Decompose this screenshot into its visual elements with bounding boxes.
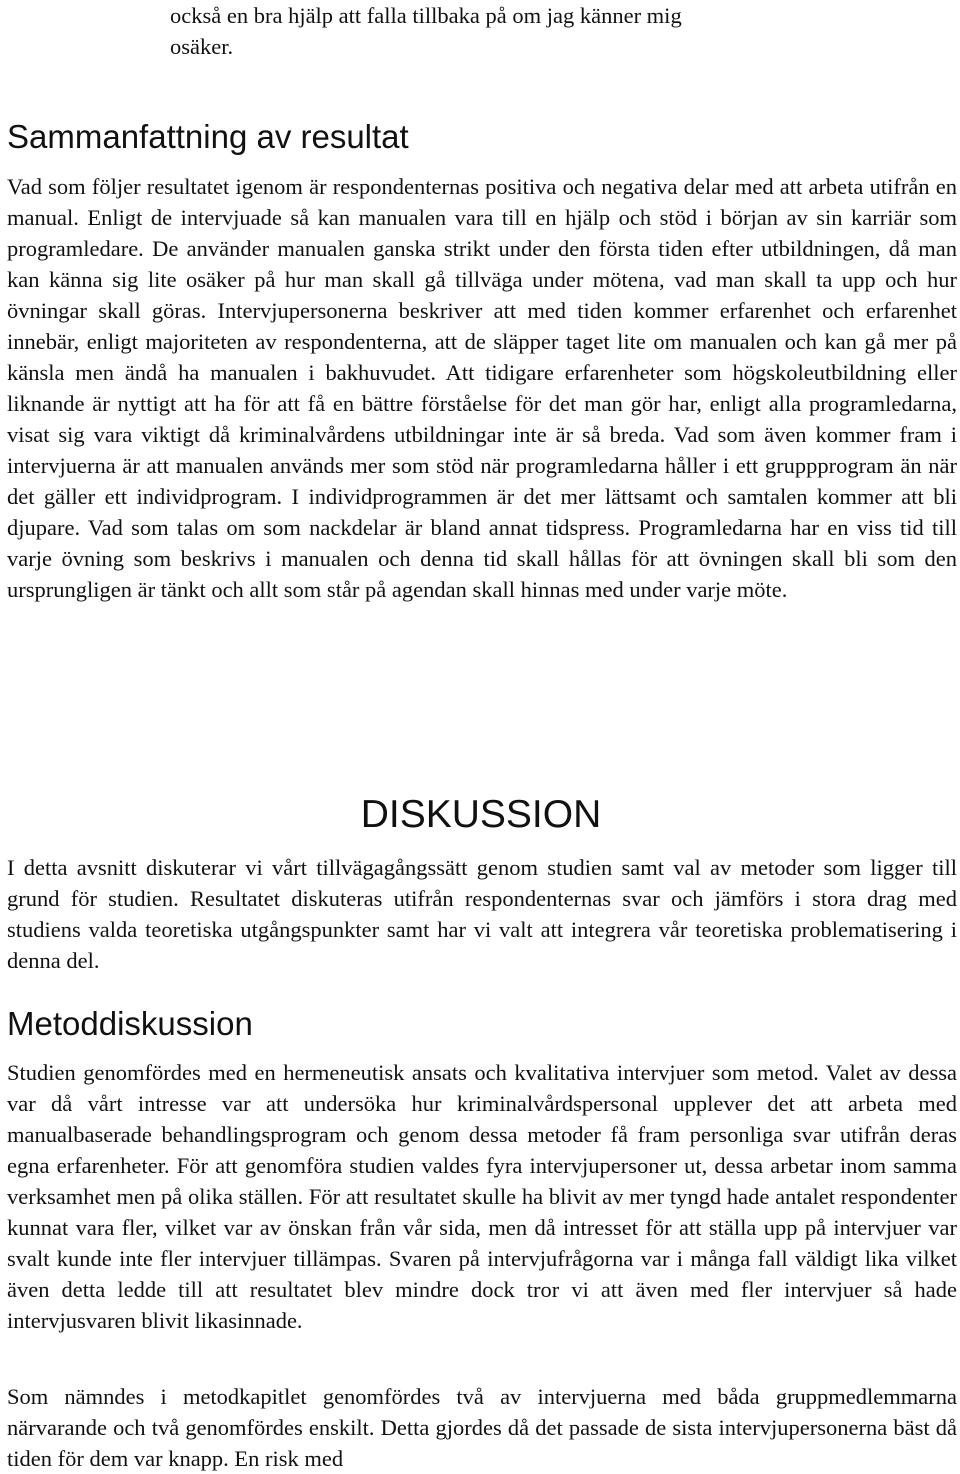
method-paragraph-1: Studien genomfördes med en hermeneutisk ansats och kvalitativa intervjuer som metod. Valet av dessa var då vårt intresse var att undersöka hur kriminalvårdspersonal upplever det att arbeta med manualbaserade behandlingsprogram och genom dessa metoder få fram personliga svar utifrån deras egna erfarenheter. För att genomföra studien valdes fyra intervjupersoner ut, dessa arbetar inom samma verksamhet men på olika ställen. För att resultatet skulle ha blivit av mer tyngd hade antalet respondenter kunnat vara fler, vilket var av önskan från vår sida, men då intresset för att ställa upp på intervjuer var svalt kunde inte fler intervjuer tillämpas. Svaren på intervjufrågorna var i många fall väldigt lika vilket även detta ledde till att resultatet blev mindre dock tror vi att även med fler intervjuer så hade intervjusvaren blivit likasinnade.	[7, 1060, 957, 1333]
discussion-paragraph: I detta avsnitt diskuterar vi vårt tillvägagångssätt genom studien samt val av metoder som ligger till grund för studien. Resultatet diskuteras utifrån respondenternas svar och jämförs i stora drag med studiens valda teoretiska utgångspunkter samt har vi valt att integrera vår teoretiska problematisering i denna del.	[7, 855, 957, 973]
method-heading: Metoddiskussion	[7, 1005, 253, 1042]
continuation-text: också en bra hjälp att falla tillbaka på om jag känner mig osäker.	[170, 3, 682, 59]
summary-heading: Sammanfattning av resultat	[7, 118, 409, 155]
method-paragraph-2: Som nämndes i metodkapitlet genomfördes två av intervjuerna med båda gruppmedlemmarna närvarande och två genomfördes enskilt. Detta gjordes då det passade de sista intervjupersonerna bäst då tiden för dem var knapp. En risk med	[7, 1384, 957, 1471]
summary-paragraph: Vad som följer resultatet igenom är respondenternas positiva och negativa delar med att arbeta utifrån en manual. Enligt de intervjuade så kan manualen vara till en hjälp och stöd i början av sin karriär som programledare. De använder manualen ganska strikt under den första tiden efter utbildningen, då man kan känna sig lite osäker på hur man skall gå tillväga under mötena, vad man skall ta upp och hur övningar skall göras. Intervjupersonerna beskriver att med tiden kommer erfarenhet och erfarenhet innebär, enligt majoriteten av respondenterna, att de släpper taget lite om manualen och kan gå mer på känsla men ändå ha manualen i bakhuvudet. Att tidigare erfarenheter som högskoleutbildning eller liknande är nyttigt att ha för att få en bättre förståelse för det man gör har, enligt alla programledarna, visat sig vara viktigt då kriminalvårdens utbildningar inte är så breda. Vad som även kommer fram i intervjuerna är att manualen används mer som stöd när programledarna håller i ett gruppprogram än när det gäller ett individprogram. I individprogrammen är det mer lättsamt och samtalen kommer att bli djupare. Vad som talas om som nackdelar är bland annat tidspress. Programledarna har en viss tid till varje övning som beskrivs i manualen och denna tid skall hållas för att övningen skall bli som den ursprungligen är tänkt och allt som står på agendan skall hinnas med under varje möte.	[7, 174, 957, 602]
discussion-heading: DISKUSSION	[360, 793, 602, 836]
